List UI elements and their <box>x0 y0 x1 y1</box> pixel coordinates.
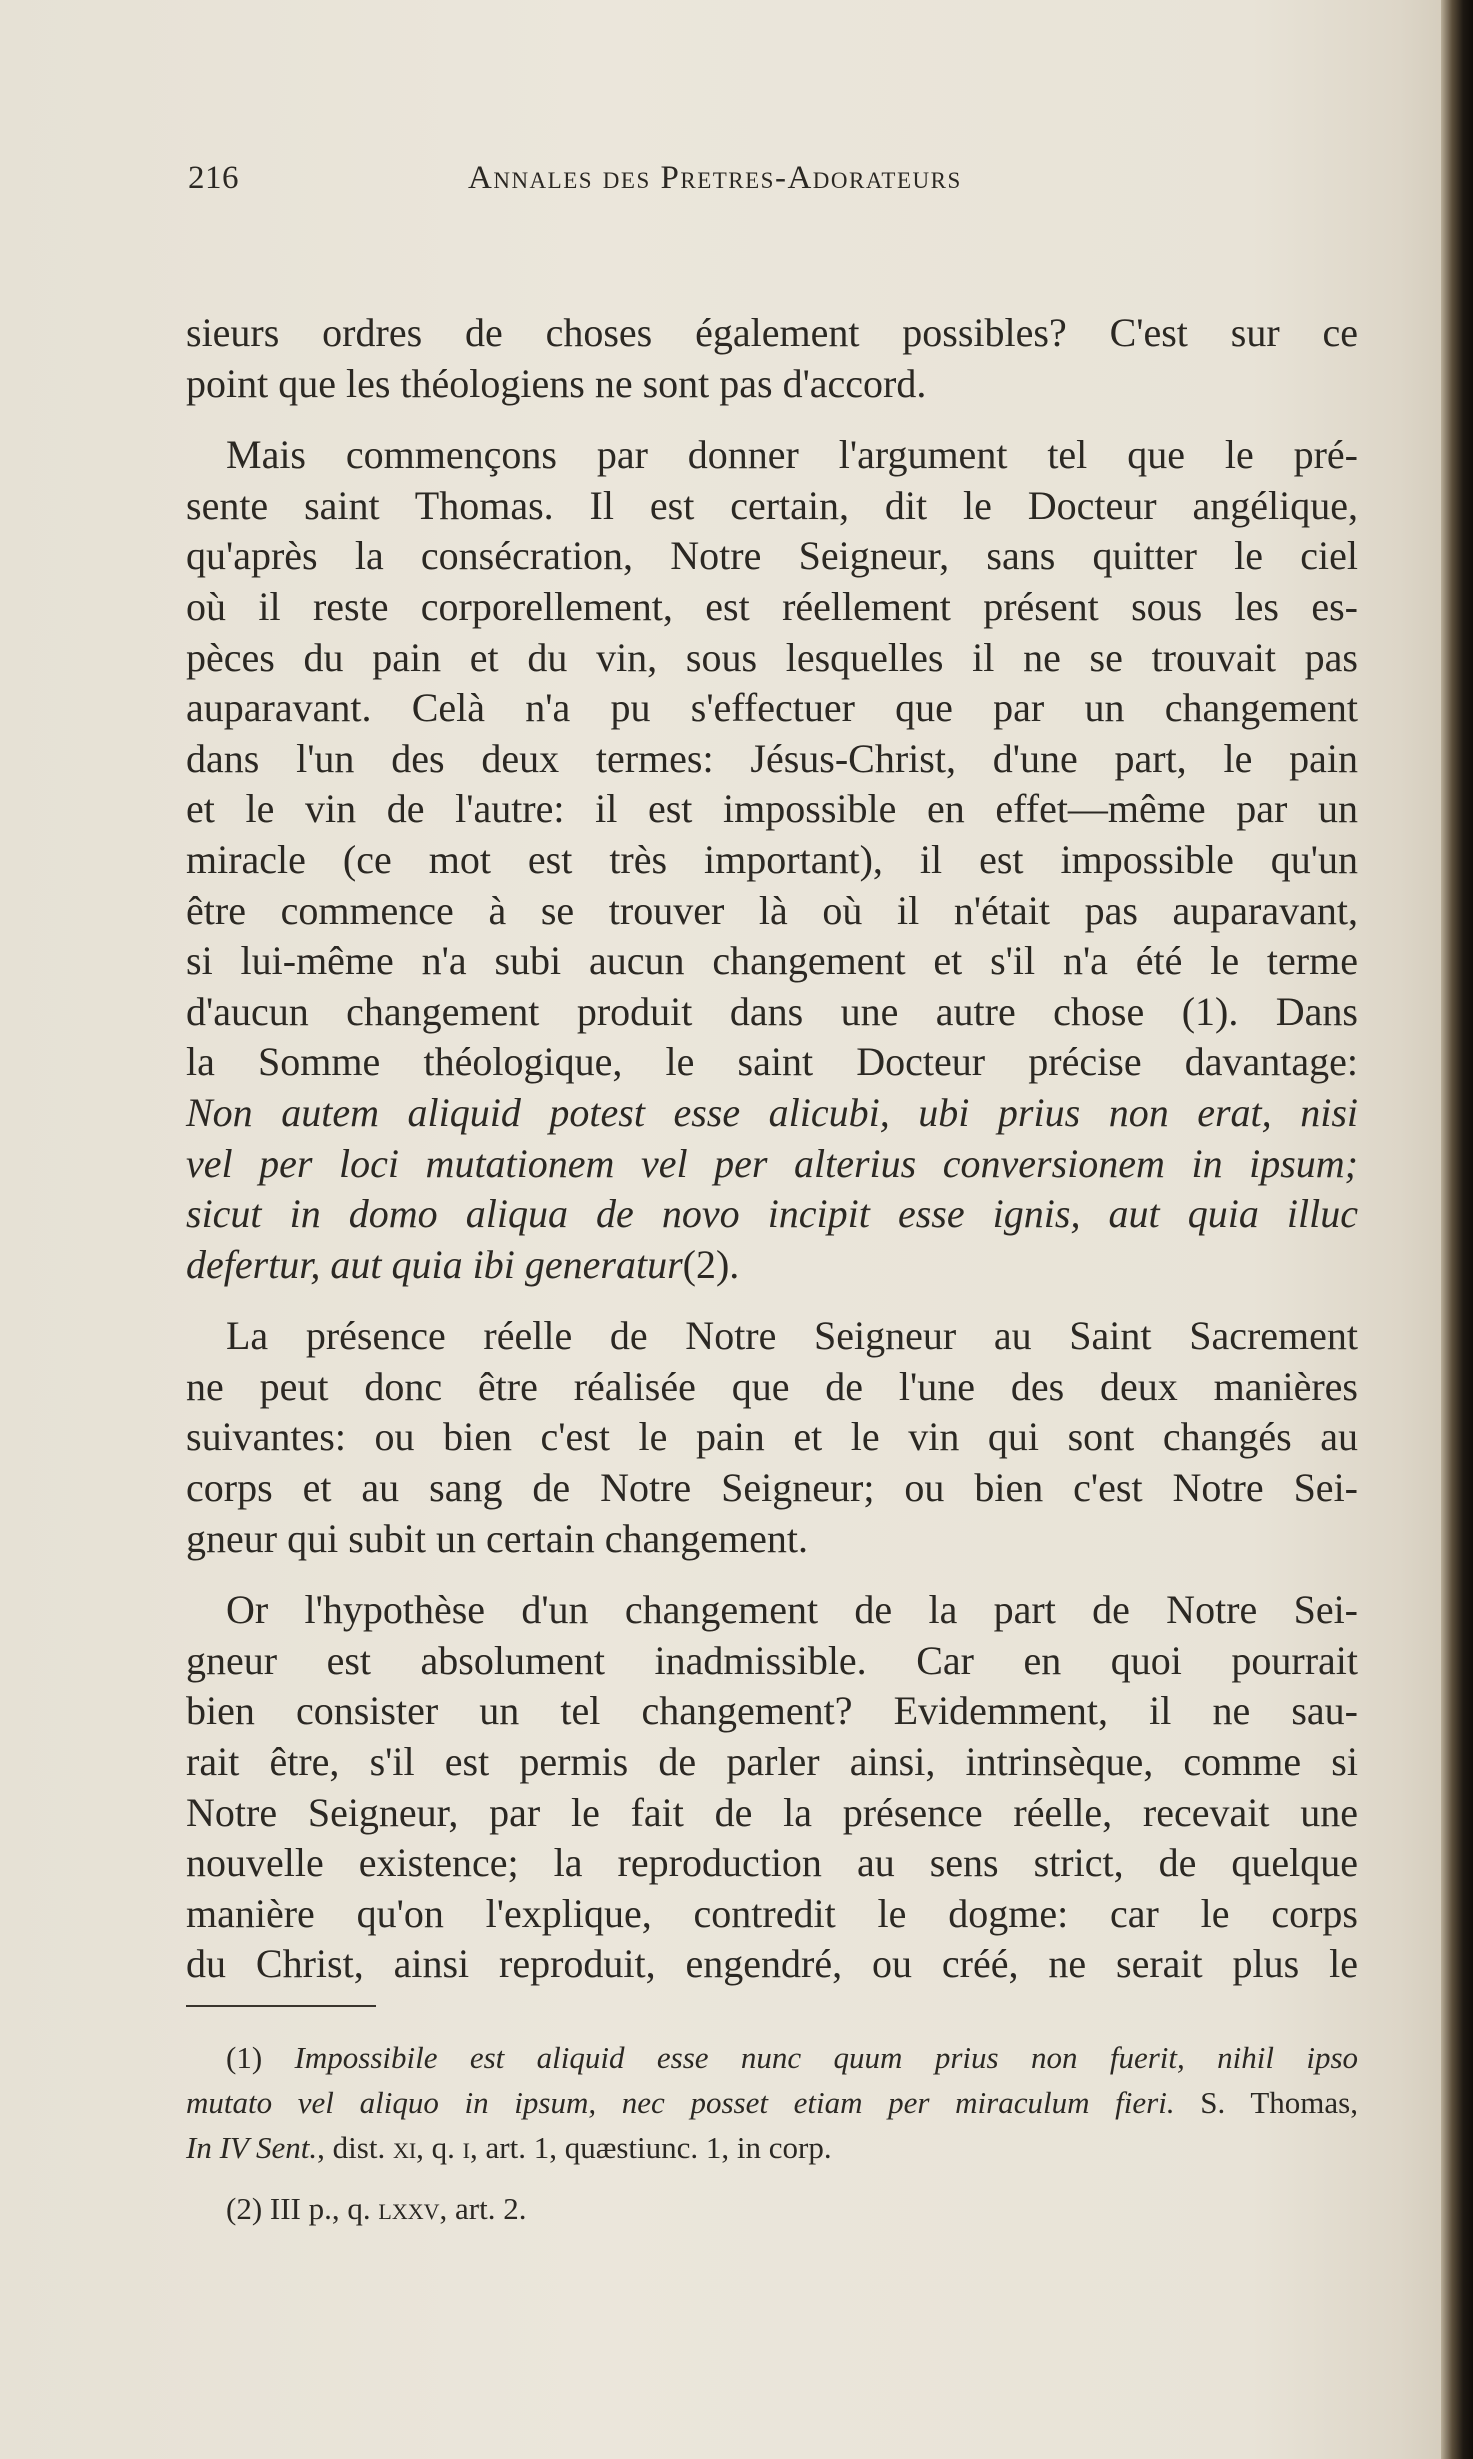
text-line: si lui-même n'a subi aucun changement et s'il n'a été le terme <box>186 938 1358 984</box>
text-line: ne peut donc être réalisée que de l'une des deux manières <box>186 1363 1358 1409</box>
body-text <box>186 308 1358 1990</box>
text-line: bien consister un tel changement? Evidemment, il ne sau- <box>186 1688 1358 1734</box>
text-line: pèces du pain et du vin, sous lesquelles il ne se trouvait pas <box>186 634 1358 680</box>
text-line: point que les théologiens ne sont pas d'accord. <box>186 360 927 406</box>
text-line: manière qu'on l'explique, contredit le dogme: car le corps <box>186 1890 1358 1936</box>
latin-quote-line <box>186 1240 1358 1291</box>
text-line: corps et au sang de Notre Seigneur; ou bien c'est Notre Sei- <box>186 1465 1358 1511</box>
footnote-line: (1) Impossibile est aliquid esse nunc quum prius non fuerit, nihil ipso <box>226 2040 1359 2075</box>
text-line: d'aucun changement produit dans une autre chose (1). Dans <box>186 988 1358 1034</box>
text-line: Notre Seigneur, par le fait de la présence réelle, recevait une <box>186 1789 1358 1835</box>
text-line: Or l'hypothèse d'un changement de la part de Notre Sei- <box>226 1587 1358 1633</box>
text-line: la Somme théologique, le saint Docteur précise davantage: <box>186 1039 1358 1085</box>
footnote-1 <box>186 2035 1358 2170</box>
paragraph <box>186 430 1358 1290</box>
footnotes <box>186 2035 1358 2231</box>
running-title: Annales des Pretres-Adorateurs <box>468 160 962 196</box>
latin-quote-line: vel per loci mutationem vel per alterius conversionem in ipsum; <box>186 1140 1358 1186</box>
text-line: suivantes: ou bien c'est le pain et le vin qui sont changés au <box>186 1414 1358 1460</box>
text-line: gneur qui subit un certain changement. <box>186 1515 809 1561</box>
latin-quote-line: Non autem aliquid potest esse alicubi, ubi prius non erat, nisi <box>186 1089 1358 1135</box>
text-line: sente saint Thomas. Il est certain, dit le Docteur angélique, <box>186 482 1358 528</box>
text-line: sieurs ordres de choses également possibles? C'est sur ce <box>186 310 1358 355</box>
latin-quote-end: defertur, aut quia ibi generatur <box>186 1241 683 1287</box>
footnote-2 <box>186 2186 1358 2231</box>
text-line: être commence à se trouver là où il n'était pas auparavant, <box>186 887 1358 933</box>
paragraph <box>186 1311 1358 1564</box>
text-line: et le vin de l'autre: il est impossible en effet—même par un <box>186 786 1358 832</box>
footnote-separator <box>186 2005 376 2007</box>
page-number: 216 <box>188 160 239 196</box>
footnote-line: In IV Sent., dist. xi, q. i, art. 1, quæstiunc. 1, in corp. <box>186 2130 832 2165</box>
footnote-line: mutato vel aliquo in ipsum, nec posset etiam per miraculum fieri. S. Thomas, <box>186 2085 1358 2120</box>
text-line: Mais commençons par donner l'argument tel que le pré- <box>226 432 1358 478</box>
footnote-marker: (2) <box>226 2191 263 2226</box>
footnote-marker: (1) <box>226 2040 263 2075</box>
text-line: dans l'un des deux termes: Jésus-Christ, d'une part, le pain <box>186 735 1358 781</box>
book-spine-shadow <box>1441 0 1473 2459</box>
paragraph <box>186 1585 1358 1990</box>
footnote-ref-2: (2). <box>682 1241 740 1287</box>
text-line: du Christ, ainsi reproduit, engendré, ou créé, ne serait plus le <box>186 1941 1358 1987</box>
text-line: gneur est absolument inadmissible. Car en quoi pourrait <box>186 1637 1358 1683</box>
footnote-line: (2) III p., q. lxxv, art. 2. <box>226 2191 527 2226</box>
text-line: nouvelle existence; la reproduction au sens strict, de quelque <box>186 1840 1358 1886</box>
text-line: La présence réelle de Notre Seigneur au Saint Sacrement <box>226 1313 1358 1359</box>
page-header <box>188 160 1108 210</box>
latin-quote-line: sicut in domo aliqua de novo incipit esse ignis, aut quia illuc <box>186 1191 1358 1237</box>
text-line: auparavant. Celà n'a pu s'effectuer que par un changement <box>186 685 1358 731</box>
text-line: où il reste corporellement, est réellement présent sous les es- <box>186 583 1358 629</box>
text-line: miracle (ce mot est très important), il est impossible qu'un <box>186 836 1358 882</box>
text-line: rait être, s'il est permis de parler ainsi, intrinsèque, comme si <box>186 1739 1358 1785</box>
paragraph <box>186 308 1358 409</box>
text-line: qu'après la consécration, Notre Seigneur, sans quitter le ciel <box>186 533 1358 579</box>
